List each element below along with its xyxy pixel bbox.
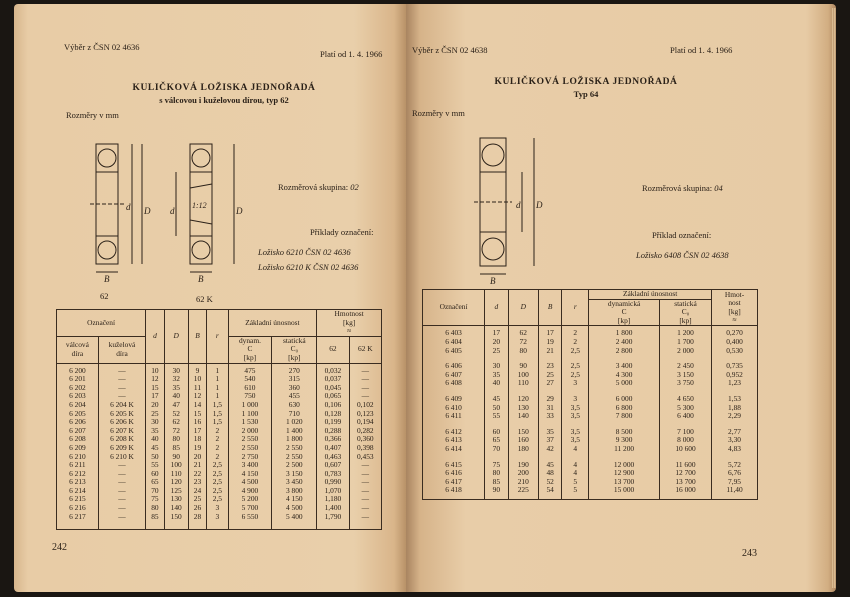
dim-d-64: d (516, 200, 521, 210)
ball-62k-bottom (192, 241, 210, 259)
table-row-group (423, 359, 758, 392)
right-header-valid-from: Platí od 1. 4. 1966 (670, 45, 733, 55)
r-cell-dynamicka: 6 000 6 800 7 800 (589, 392, 660, 425)
col-valcova: 6 200 6 201 6 202 6 203 6 204 6 205 6 206 6 207 6 208 6 209 6 210 6 211 6 212 6 213 6 214 6 215 6 216 6 217 (57, 363, 99, 529)
th-r-r: r (562, 290, 589, 326)
r-cell-B: 23 25 27 (538, 359, 561, 392)
r-cell-dynamicka: 1 800 2 400 2 800 (589, 326, 660, 359)
ball-62-top (98, 149, 116, 167)
dim-D-62: D (144, 206, 151, 216)
r-cell-staticka: 7 100 8 000 10 600 (659, 425, 711, 458)
right-subtitle: Typ 64 (573, 89, 599, 99)
left-header-valid-from: Platí od 1. 4. 1966 (320, 49, 383, 59)
left-title: KULIČKOVÁ LOŽISKA JEDNOŘADÁ (132, 83, 316, 93)
r-cell-staticka: 1 200 1 700 2 000 (659, 326, 711, 359)
col-r: 1 1 1 1 1,5 1,5 1,5 2 2 2 2 2,5 2,5 2,5 2,5 2,5 3 3 (207, 363, 228, 529)
th-r-zakladni-unosnost: Základní únosnost (589, 290, 712, 300)
open-book (14, 4, 836, 592)
col-dynamicka: 475 540 610 750 1 000 1 100 1 530 2 000 2 550 2 550 2 750 3 400 4 150 4 500 4 900 5 200 5 700 6 550 (228, 363, 272, 529)
th-kuzelova-dira: kuželová díra (98, 336, 145, 363)
th-B: B (188, 310, 207, 364)
table-row-group (423, 425, 758, 458)
r-cell-oznaceni: 6 415 6 416 6 417 6 418 (423, 458, 485, 500)
th-oznaceni: Označení (57, 310, 146, 337)
r-cell-staticka: 4 650 5 300 6 400 (659, 392, 711, 425)
table-row-group (423, 326, 758, 359)
right-spec-table (422, 289, 758, 500)
r-cell-oznaceni: 6 406 6 407 6 408 (423, 359, 485, 392)
dim-B-62: B (104, 274, 110, 284)
example-2: Ložisko 6210 K ČSN 02 4636 (258, 262, 359, 272)
th-d: d (146, 310, 165, 364)
right-dimension-group-label: Rozměrová skupina: 04 (642, 183, 723, 193)
th-D: D (164, 310, 188, 364)
col-B: 9 10 11 12 14 15 16 17 18 19 20 21 22 23 24 25 26 28 (188, 363, 207, 529)
book-page-edges (832, 8, 836, 588)
th-r: r (207, 310, 228, 364)
r-cell-r: 2 2 2,5 (562, 326, 589, 359)
dimension-group-label: Rozměrová skupina: 02 (278, 182, 359, 192)
r-cell-D: 190 200 210 225 (508, 458, 538, 500)
ball-62-bottom (98, 241, 116, 259)
th-r-oznaceni: Označení (423, 290, 485, 326)
left-spec-table (56, 309, 382, 530)
dim-D-62k: D (236, 206, 243, 216)
r-cell-hmotnost: 2,77 3,30 4,83 (712, 425, 758, 458)
right-table-body (423, 326, 758, 500)
col-D: 30 32 35 40 47 52 62 72 80 85 90 100 110 120 125 130 140 150 (164, 363, 188, 529)
r-cell-oznaceni: 6 409 6 410 6 411 (423, 392, 485, 425)
th-staticka: statická C₀ [kp] (272, 336, 317, 363)
left-subtitle: s válcovou i kuželovou dírou, typ 62 (159, 95, 289, 105)
th-zakladni-unosnost: Základní únosnost (228, 310, 317, 337)
r-cell-r: 3,5 3,5 4 (562, 425, 589, 458)
dim-B-64: B (490, 276, 496, 284)
th-r-dynamicka: dynamická C [kp] (589, 299, 660, 326)
th-hmotnost-62k: 62 K (349, 336, 381, 363)
ball-62k-top (192, 149, 210, 167)
left-dimensions-label: Rozměry v mm (66, 110, 119, 120)
r-cell-staticka: 2 450 3 150 3 750 (659, 359, 711, 392)
right-page (406, 4, 836, 592)
th-dynamicka: dynam. C [kp] (228, 336, 272, 363)
ball-64-bottom (482, 238, 504, 260)
right-example: Ložisko 6408 ČSN 02 4638 (636, 250, 729, 260)
col-hmotnost-62k: — — — — 0,102 0,123 0,194 0,282 0,360 0,398 0,453 — — — — — — — (349, 363, 381, 529)
right-page-number: 243 (742, 548, 757, 559)
figure-label-62: 62 (100, 291, 109, 301)
r-cell-oznaceni: 6 403 6 404 6 405 (423, 326, 485, 359)
right-dimensions-label: Rozměry v mm (412, 108, 465, 118)
r-cell-dynamicka: 3 400 4 300 5 000 (589, 359, 660, 392)
right-example-label: Příklad označení: (652, 230, 712, 240)
r-cell-hmotnost: 0,735 0,952 1,23 (712, 359, 758, 392)
r-cell-r: 4 4 5 5 (562, 458, 589, 500)
r-cell-hmotnost: 5,72 6,76 7,95 11,40 (712, 458, 758, 500)
r-cell-D: 90 100 110 (508, 359, 538, 392)
dim-d-62k: d (170, 206, 175, 216)
r-cell-D: 62 72 80 (508, 326, 538, 359)
r-cell-B: 29 31 33 (538, 392, 561, 425)
bearing-drawing-62 (62, 122, 252, 302)
r-cell-D: 120 130 140 (508, 392, 538, 425)
r-cell-r: 2,5 2,5 3 (562, 359, 589, 392)
r-cell-oznaceni: 6 412 6 413 6 414 (423, 425, 485, 458)
r-cell-d: 30 35 40 (485, 359, 508, 392)
th-r-D: D (508, 290, 538, 326)
col-hmotnost-62: 0,032 0,037 0,045 0,065 0,106 0,128 0,199 0,288 0,366 0,407 0,463 0,607 0,783 0,990 1,070 1,180 1,400 1,790 (317, 363, 349, 529)
examples-label: Příklady označení: (310, 227, 374, 237)
left-header-standard: Výběr z ČSN 02 4636 (64, 42, 140, 52)
table-row-group (423, 392, 758, 425)
r-cell-hmotnost: 0,270 0,400 0,530 (712, 326, 758, 359)
table-row-group (423, 458, 758, 500)
ball-64-top (482, 144, 504, 166)
figure-label-62k: 62 K (196, 294, 213, 304)
left-page (14, 4, 406, 592)
th-valcova-dira: válcová díra (57, 336, 99, 363)
bearing-drawing-64 (446, 124, 556, 284)
r-cell-dynamicka: 8 500 9 300 11 200 (589, 425, 660, 458)
r-cell-d: 45 50 55 (485, 392, 508, 425)
r-cell-hmotnost: 1,53 1,88 2,29 (712, 392, 758, 425)
r-cell-B: 45 48 52 54 (538, 458, 561, 500)
th-r-B: B (538, 290, 561, 326)
r-cell-r: 3 3,5 3,5 (562, 392, 589, 425)
col-d: 10 12 15 17 20 25 30 35 40 45 50 55 60 65 70 75 80 85 (146, 363, 165, 529)
dim-D-64: D (536, 200, 543, 210)
r-cell-d: 17 20 25 (485, 326, 508, 359)
r-cell-d: 60 65 70 (485, 425, 508, 458)
dim-d-62: d (126, 202, 131, 212)
r-cell-d: 75 80 85 90 (485, 458, 508, 500)
r-cell-D: 150 160 180 (508, 425, 538, 458)
right-header-standard: Výběr z ČSN 02 4638 (412, 45, 488, 55)
r-cell-staticka: 11 600 12 700 13 700 16 000 (659, 458, 711, 500)
dim-B-62k: B (198, 274, 204, 284)
r-cell-B: 17 19 21 (538, 326, 561, 359)
r-cell-dynamicka: 12 000 12 900 13 700 15 000 (589, 458, 660, 500)
th-hmotnost: Hmotnost [kg] ≈ (317, 310, 382, 337)
r-cell-B: 35 37 42 (538, 425, 561, 458)
right-title: KULIČKOVÁ LOŽISKA JEDNOŘADÁ (494, 77, 678, 87)
col-kuzelova: — — — — 6 204 K 6 205 K 6 206 K 6 207 K 6 208 K 6 209 K 6 210 K — — — — — — — (98, 363, 145, 529)
th-hmotnost-62: 62 (317, 336, 349, 363)
th-r-d: d (485, 290, 508, 326)
th-r-staticka: statická C₀ [kp] (659, 299, 711, 326)
left-page-number: 242 (52, 542, 67, 553)
col-staticka: 270 315 360 455 630 710 1 020 1 400 1 800 2 550 2 550 2 500 3 150 3 450 3 800 4 150 4 500 5 400 (272, 363, 317, 529)
taper-label: 1:12 (192, 201, 207, 210)
th-r-hmotnost: Hmot- nost [kg] ≈ (712, 290, 758, 326)
right-dimension-group-value: 04 (714, 183, 723, 193)
example-1: Ložisko 6210 ČSN 02 4636 (258, 247, 351, 257)
dimension-group-value: 02 (350, 182, 359, 192)
